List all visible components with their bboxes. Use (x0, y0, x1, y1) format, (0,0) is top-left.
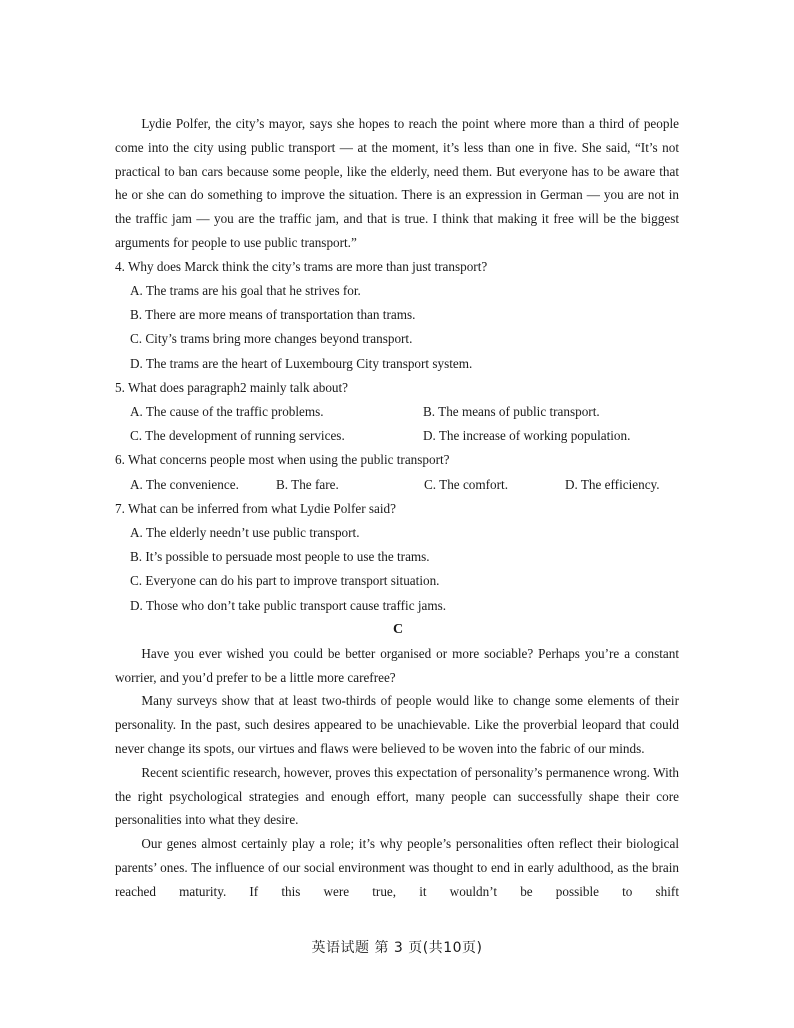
question-6 (115, 448, 679, 496)
question-7 (115, 497, 679, 618)
question-stem: 4. Why does Marck think the city’s trams are more than just transport? (115, 258, 488, 274)
passage-paragraph: Have you ever wished you could be better organised or more sociable? Perhaps you’re a constant worrier, and you’d prefer to be a little more carefree? (115, 645, 679, 685)
option-a: A. The cause of the traffic problems. (130, 404, 324, 419)
option-b: B. The fare. (276, 476, 339, 492)
option-b: B. It’s possible to persuade most people to use the trams. (130, 549, 430, 565)
page-footer: 英语试题 第 3 页(共10页) (311, 940, 483, 956)
exam-page (115, 112, 679, 904)
option-a: A. The trams are his goal that he strives for. (130, 282, 361, 298)
option-c: C. The comfort. (424, 476, 508, 492)
option-d: D. The efficiency. (565, 476, 660, 492)
question-stem: 5. What does paragraph2 mainly talk about? (115, 379, 349, 395)
option-d: D. The increase of working population. (423, 428, 631, 444)
question-5 (115, 376, 679, 449)
options-row (115, 400, 679, 424)
passage-paragraph: Our genes almost certainly play a role; it’s why people’s personalities often reflect their biological parents’ ones. The influence of our social environment was thought to end in early adulthood, as the brain reached maturity. If this were true, it wouldn’t be possible to shift (115, 836, 679, 899)
option-c: C. City’s trams bring more changes beyond transport. (130, 331, 413, 347)
options-row (115, 473, 679, 497)
option-a: A. The elderly needn’t use public transport. (130, 525, 360, 541)
question-stem: 6. What concerns people most when using the public transport? (115, 452, 450, 468)
question-4 (115, 255, 679, 376)
option-b: B. The means of public transport. (423, 404, 600, 419)
option-d: D. The trams are the heart of Luxembourg City transport system. (130, 355, 473, 371)
option-a: A. The convenience. (130, 476, 239, 492)
section-title: C (392, 621, 404, 637)
option-c: C. Everyone can do his part to improve transport situation. (130, 573, 440, 589)
passage-paragraph: Recent scientific research, however, proves this expectation of personality’s permanence wrong. With the right psychological strategies and enough effort, many people can successfully shape their core personalities into what they desire. (115, 764, 679, 828)
passage-paragraph: Many surveys show that at least two-thirds of people would like to change some elements of their personality. In the past, such desires appeared to be unachievable. Like the proverbial leopard that could never change its spots, our virtues and flaws were believed to be woven into the fabric of our minds. (115, 693, 679, 757)
passage-paragraph: Lydie Polfer, the city’s mayor, says she hopes to reach the point where more than a third of people come into the city using public transport — at the moment, it’s less than one in five. She said, “It’s not practical to ban cars because some people, like the elderly, need them. But everyone has to be aware that he or she can do something to improve the situation. There is an expression in German — you are not in the traffic jam — you are the traffic jam, and that is true. I think that making it free will be the biggest arguments for people to use public transport.” (115, 116, 679, 250)
option-d: D. Those who don’t take public transport cause traffic jams. (130, 597, 447, 613)
option-b: B. There are more means of transportation than trams. (130, 307, 416, 323)
question-stem: 7. What can be inferred from what Lydie Polfer said? (115, 500, 396, 516)
options-row (115, 424, 679, 448)
option-c: C. The development of running services. (130, 428, 345, 444)
